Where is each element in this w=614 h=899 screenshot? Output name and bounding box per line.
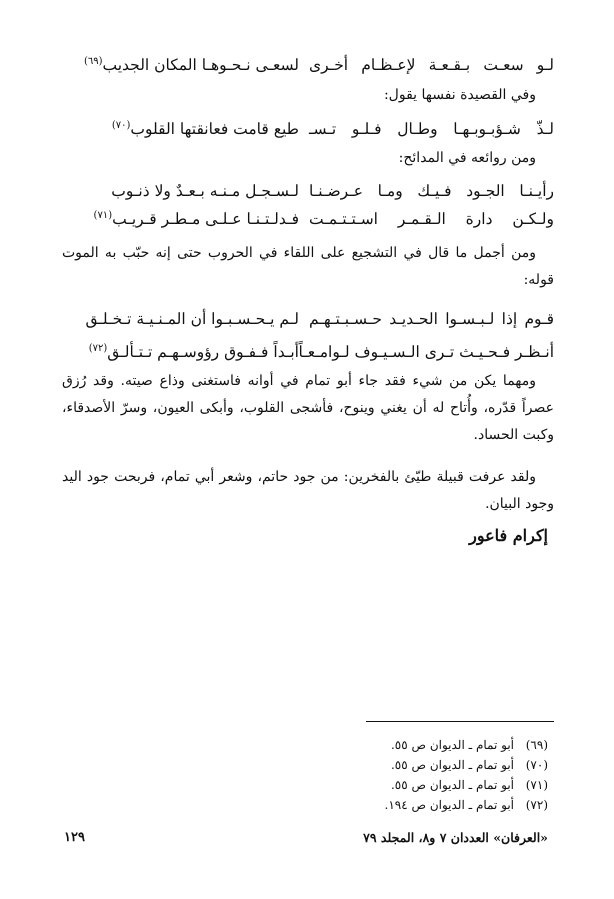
- verse-second-hemistich-text: لـسـجـل مـنـه بـعـدٌ ولا ذنـوب: [111, 182, 299, 200]
- footnote-item: [318, 775, 548, 795]
- verse-second-hemistich-text: أبـداً فـفـوق رؤوسـهـم تـتـألـق: [107, 343, 299, 361]
- verse-first-hemistich: لـو سعـت بـقـعـة لإعـظـام أخـرى: [309, 56, 554, 74]
- verse-line: [64, 339, 554, 365]
- footnote-number: (٦٩): [525, 738, 548, 752]
- verse-second-hemistich: [64, 178, 299, 204]
- verse-second-hemistich-text: طيع قامت فعانقتها القلوب: [130, 120, 299, 138]
- footnote-item: [318, 755, 548, 775]
- footnotes-list: [318, 735, 548, 815]
- footnote-text: أبو تمام ـ الديوان ص ٥٥.: [390, 778, 514, 792]
- footnote-item: [318, 735, 548, 755]
- footnote-marker: (٧٠): [111, 119, 131, 131]
- intro-qasida: وفي القصيدة نفسها يقول:: [383, 87, 536, 103]
- verse-second-hemistich: [64, 339, 299, 365]
- footnote-text: أبو تمام ـ الديوان ص ٥٥.: [390, 758, 514, 772]
- verse-first-hemistich: لـذّ شـؤبـوبـهـا وطـال فـلـو تـسـ: [309, 120, 554, 138]
- verse-line: [64, 178, 554, 204]
- verse-first-hemistich: أنـظـر فـحـيـث تـرى الـسـيـوف لـوامـعـاً: [298, 343, 554, 361]
- verse-second-hemistich: [64, 206, 299, 232]
- paragraph-conclusion-text: ومهما يكن من شيء فقد جاء أبو تمام في أوانه فاستغنى وذاع صيته. وقد رُزق عصراً قدّره، وأُتاح له أن يغني وينوح، فأشجى القلوب، وأبكى العيون، وسرّ الأصدقاء، وكبت الحساد.: [62, 373, 554, 443]
- paragraph-closing: [62, 464, 554, 518]
- verse-second-hemistich-text: لسعـى نـحـوهـا المكان الجديب: [102, 56, 299, 74]
- verse-second-hemistich-text: فـدلـتـنـا عـلـى مـطـر قـريـب: [112, 210, 299, 228]
- verse-line: [64, 206, 554, 232]
- verse-line: [64, 116, 554, 142]
- paragraph-closing-text: ولقد عرفت قبيلة طيّئ بالفخرين: من جود حاتم، وشعر أبي تمام، فربحت جود اليد وجود البيان.: [62, 469, 554, 512]
- intro-madih: ومن روائعه في المدائح:: [398, 150, 536, 166]
- paragraph-courage: [62, 240, 554, 294]
- footnote-divider: [366, 721, 554, 722]
- verse-first-hemistich: رأيـنـا الجـود فـيـك ومـا عـرضـنـا: [309, 182, 554, 200]
- paragraph-conclusion: [62, 368, 554, 449]
- footnote-number: (٧٢): [525, 798, 548, 812]
- verse-second-hemistich-text: لـم يـحـسـبـوا أن المـنـيـة تـخـلـق: [85, 310, 299, 328]
- author-signature: إكرام فاعور: [469, 526, 548, 545]
- footnote-number: (٧٠): [525, 758, 548, 772]
- verse-first-hemistich: ولـكـن دارة الـقـمـر اسـتـتـمـت: [309, 210, 554, 228]
- footnote-marker: (٧١): [93, 209, 113, 221]
- page-number: ١٢٩: [64, 830, 85, 845]
- verse-second-hemistich: [64, 306, 299, 332]
- verse-second-hemistich: [64, 52, 299, 78]
- footnote-number: (٧١): [525, 778, 548, 792]
- footnote-text: أبو تمام ـ الديوان ص ٥٥.: [390, 738, 514, 752]
- verse-second-hemistich: [64, 116, 299, 142]
- paragraph-courage-text: ومن أجمل ما قال في التشجيع على اللقاء في الحروب حتى إنه حبّب به الموت قوله:: [62, 245, 554, 288]
- footnote-item: [318, 795, 548, 815]
- verse-line: [64, 306, 554, 332]
- footnote-marker: (٧٢): [88, 342, 108, 354]
- footnote-marker: (٦٩): [83, 55, 103, 67]
- running-footer-journal: «العرفان» العددان ٧ و٨، المجلد ٧٩: [363, 830, 548, 845]
- footnote-text: أبو تمام ـ الديوان ص ١٩٤.: [384, 798, 514, 812]
- verse-first-hemistich: قـوم إذا لـبـسـوا الحـديـد حـسـبـتـهـم: [309, 310, 554, 328]
- verse-line: [64, 52, 554, 78]
